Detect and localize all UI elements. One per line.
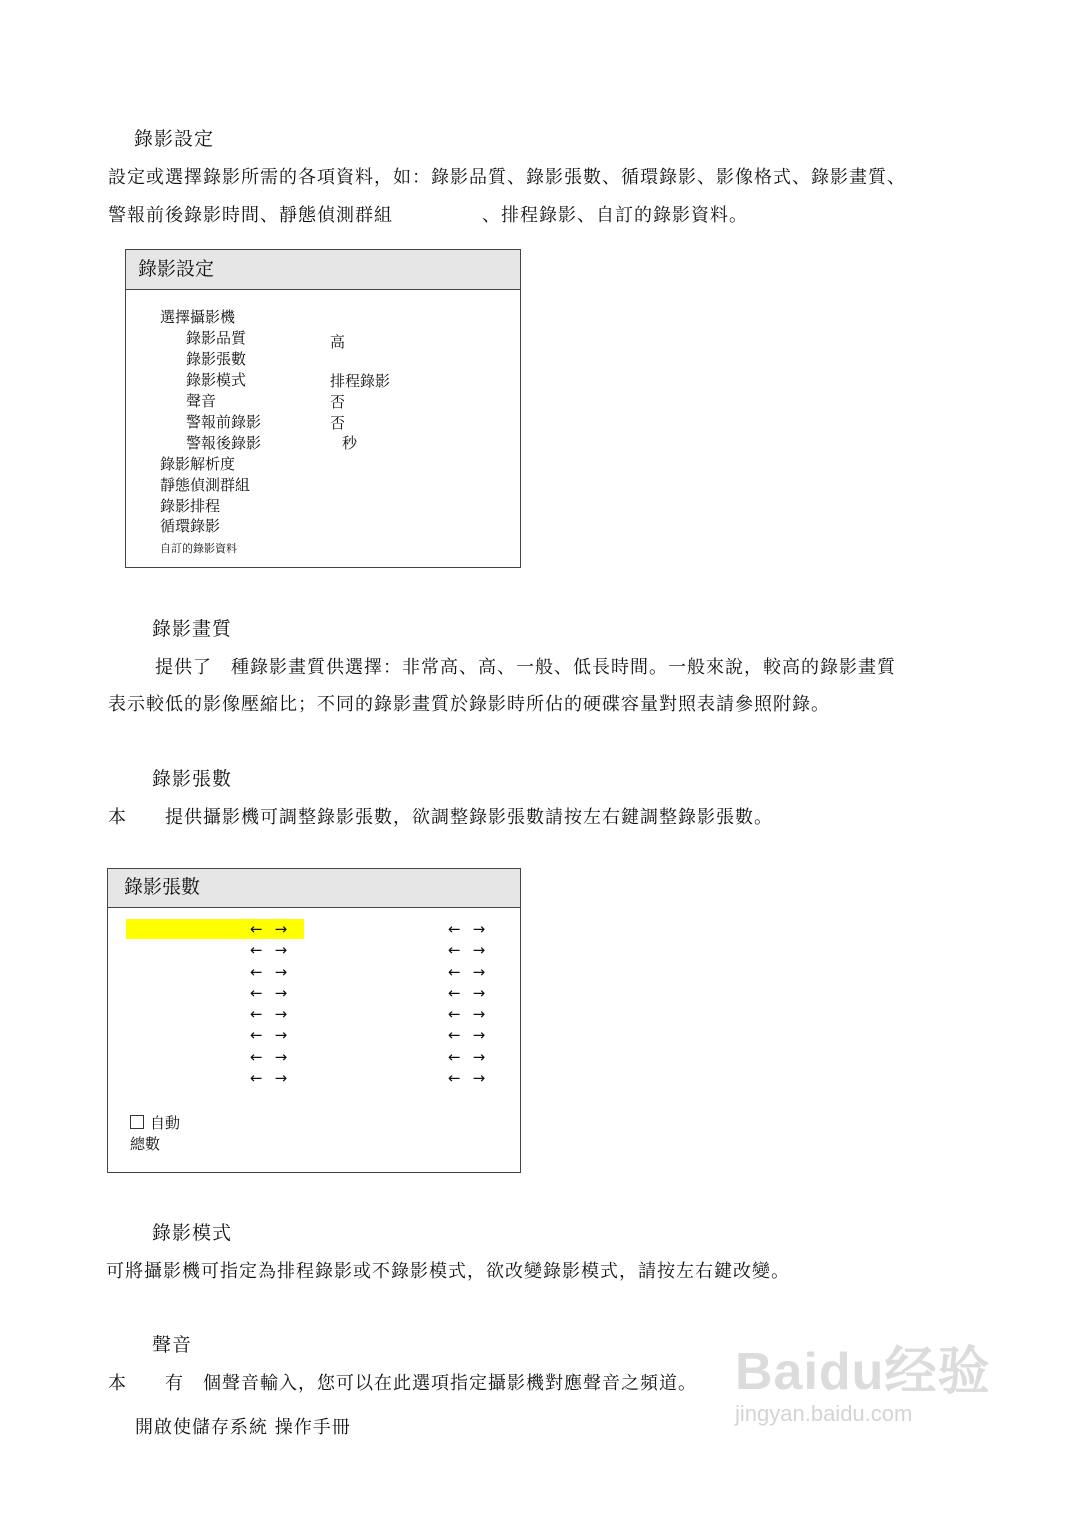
arrow-adjuster-left[interactable]: ←→ bbox=[250, 1005, 300, 1023]
arrow-adjuster-right[interactable]: ←→ bbox=[448, 941, 498, 959]
section-heading-quality: 錄影畫質 bbox=[152, 618, 233, 640]
arrow-adjuster-right[interactable]: ←→ bbox=[448, 920, 498, 938]
section-paragraph: 本 有 個聲音輸入，您可以在此選項指定攝影機對應聲音之頻道。 bbox=[108, 1373, 697, 1394]
menu-item-loop-record[interactable]: 循環錄影 bbox=[160, 517, 221, 535]
auto-checkbox-row[interactable] bbox=[130, 1112, 180, 1133]
arrow-adjuster-right[interactable]: ←→ bbox=[448, 1005, 498, 1023]
menu-value-audio: 否 bbox=[330, 393, 346, 411]
menu-item-pre-alarm[interactable]: 警報前錄影 bbox=[186, 413, 262, 431]
section-paragraph: 提供了 種錄影畫質供選擇：非常高、高、一般、低長時間。一般來說，較高的錄影畫質 bbox=[155, 657, 896, 678]
arrow-adjuster-right[interactable]: ←→ bbox=[448, 963, 498, 981]
arrow-adjuster-left[interactable]: ←→ bbox=[250, 1069, 300, 1087]
section-heading-record-settings: 錄影設定 bbox=[134, 128, 215, 150]
arrow-adjuster-left[interactable]: ←→ bbox=[250, 963, 300, 981]
menu-item-audio[interactable]: 聲音 bbox=[186, 392, 217, 410]
arrow-adjuster-right[interactable]: ←→ bbox=[448, 1026, 498, 1044]
menu-item-motion-group[interactable]: 靜態偵測群組 bbox=[160, 476, 251, 494]
arrow-adjuster-right[interactable]: ←→ bbox=[448, 984, 498, 1002]
menu-item-quality[interactable]: 錄影品質 bbox=[186, 329, 247, 347]
menu-item-select-camera[interactable]: 選擇攝影機 bbox=[160, 308, 236, 326]
menu-item-resolution[interactable]: 錄影解析度 bbox=[160, 455, 236, 473]
section-paragraph: 警報前後錄影時間、靜態偵測群組 bbox=[108, 205, 393, 226]
panel-title: 錄影張數 bbox=[108, 869, 520, 908]
auto-label: 自動 bbox=[150, 1114, 181, 1132]
frame-count-panel bbox=[107, 868, 521, 1173]
section-paragraph: 設定或選擇錄影所需的各項資料，如：錄影品質、錄影張數、循環錄影、影像格式、錄影畫質、 bbox=[108, 167, 906, 188]
menu-value-quality: 高 bbox=[330, 333, 346, 351]
section-paragraph: 可將攝影機可指定為排程錄影或不錄影模式，欲改變錄影模式，請按左右鍵改變。 bbox=[106, 1261, 790, 1282]
section-paragraph: 表示較低的影像壓縮比；不同的錄影畫質於錄影時所佔的硬碟容量對照表請參照附錄。 bbox=[108, 694, 830, 715]
arrow-adjuster-left[interactable]: ←→ bbox=[250, 920, 300, 938]
menu-value-record-mode: 排程錄影 bbox=[330, 372, 391, 390]
menu-item-frame-count[interactable]: 錄影張數 bbox=[186, 350, 247, 368]
baidu-watermark bbox=[735, 1329, 1035, 1449]
section-heading-frame-count: 錄影張數 bbox=[152, 768, 233, 790]
menu-item-schedule[interactable]: 錄影排程 bbox=[160, 497, 221, 515]
section-heading-audio: 聲音 bbox=[152, 1334, 193, 1356]
menu-value-pre-alarm: 否 bbox=[330, 414, 346, 432]
panel-title: 錄影設定 bbox=[126, 250, 520, 290]
record-settings-panel bbox=[125, 249, 521, 568]
auto-checkbox[interactable] bbox=[130, 1115, 144, 1129]
arrow-adjuster-right[interactable]: ←→ bbox=[448, 1048, 498, 1066]
menu-value-post-alarm: 秒 bbox=[342, 434, 358, 452]
menu-item-custom-data[interactable]: 自訂的錄影資料 bbox=[160, 542, 237, 555]
section-paragraph: 本 提供攝影機可調整錄影張數，欲調整錄影張數請按左右鍵調整錄影張數。 bbox=[108, 807, 773, 828]
arrow-adjuster-left[interactable]: ←→ bbox=[250, 1026, 300, 1044]
arrow-adjuster-left[interactable]: ←→ bbox=[250, 984, 300, 1002]
baidu-logo: Baidu经验 bbox=[735, 1343, 991, 1401]
arrow-adjuster-left[interactable]: ←→ bbox=[250, 1048, 300, 1066]
section-paragraph: 開啟使儲存系統 操作手冊 bbox=[135, 1417, 351, 1438]
arrow-adjuster-right[interactable]: ←→ bbox=[448, 1069, 498, 1087]
menu-item-record-mode[interactable]: 錄影模式 bbox=[186, 371, 247, 389]
section-heading-record-mode: 錄影模式 bbox=[152, 1222, 233, 1244]
baidu-url: jingyan.baidu.com bbox=[735, 1401, 913, 1426]
section-paragraph: 、排程錄影、自訂的錄影資料。 bbox=[482, 205, 748, 226]
arrow-adjuster-left[interactable]: ←→ bbox=[250, 941, 300, 959]
menu-item-post-alarm[interactable]: 警報後錄影 bbox=[186, 434, 262, 452]
total-label: 總數 bbox=[130, 1135, 161, 1153]
